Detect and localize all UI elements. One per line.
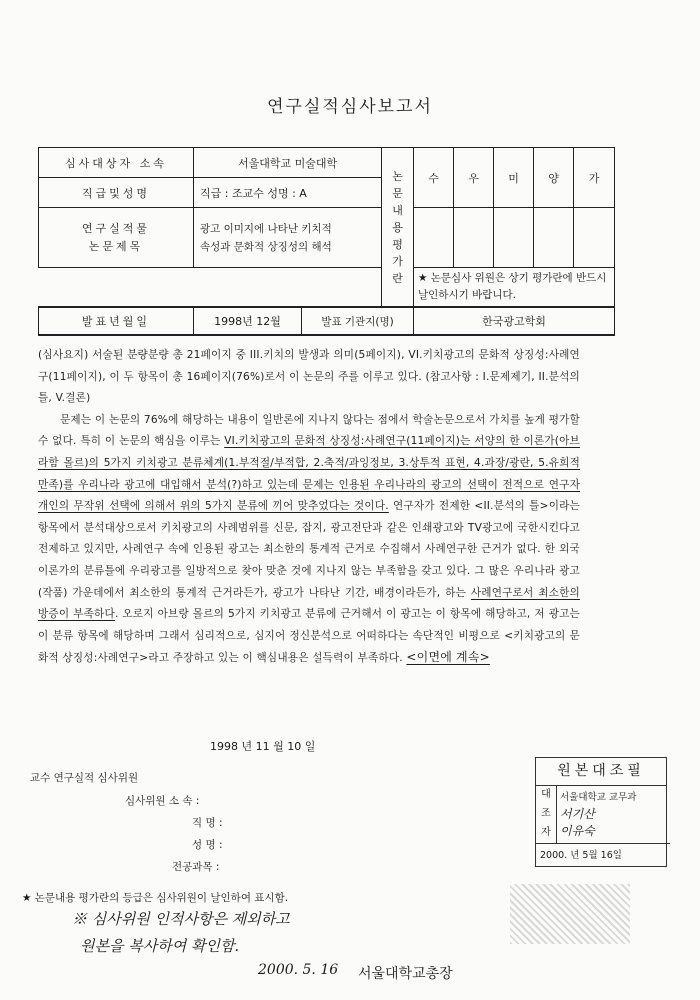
paper-title (194, 208, 382, 268)
stamp-side-1: 대 (541, 789, 551, 800)
review-text-a: 문제는 이 논문의 76%에 해당하는 내용이 일반론에 지나지 않다는 점에서 학술논문으로서 가치를 높게 평가할수 없다. 특히 이 논문의 핵심을 이루는 (38, 413, 580, 448)
stamp-org: 서울대학교 교무과 (560, 792, 637, 803)
date-label: 발표년월일 (39, 307, 194, 335)
grade-box-ga (574, 208, 615, 268)
info-table (38, 147, 615, 336)
review-date: 1998 년 11 월 10 일 (210, 740, 316, 753)
affiliation-value: 서울대학교 미술대학 (194, 148, 382, 178)
handwritten-date: 2000. 5. 16 (258, 962, 339, 978)
page-title: 연구실적심사보고서 (267, 97, 433, 117)
rank-value: 직급 : 조교수 성명 : A (194, 178, 382, 208)
affiliation-label: 심사대상자 소속 (39, 148, 194, 178)
review-text-underlined: VI.키치광고의 문화적 상징성:사례연구(11페이지)는 서양의 한 이론가(아브라함 몰르)의 5가지 키치광고 분류체계(1.부적절/부적합, 2.축적/과잉정보, 3.상투적 표현, 4.과장/광란, 5.유희적 만족)를 우리나라 광고에 대입해서 분석(?)하고 있는데 문제는 인용된 우리나라의 광고의 선택이 전적으로 연구자 개인의 무작위 선택에 의해서 위의 5가지 분류에 끼어 맞추었다는 것이다. (38, 435, 580, 513)
grade-box-su (414, 208, 454, 268)
reviewer-affiliation: 심사위원 소 속 : (125, 795, 200, 807)
stamp-side-3: 자 (541, 827, 551, 838)
stamp-side-2: 조 (541, 808, 551, 819)
review-text-b: 연구자가 전제한 <II.분석의 틀>이라는 항목에서 분석대상으로서 키치광고의 사례범위를 신문, 잡지, 광고전단과 같은 인쇄광고와 TV광고에 국한시킨다고 전제하고 있지만, 사례연구 속에 인용된 광고는 최소한의 통계적 근거로 수집해서 사례연구한 근거가 없다. 한 외국 이론가의 분류틀에 우리광고를 일방적으로 찾아 맞춘 것에 지나지 않는 부족함을 갖고 있다. 그 많은 우리나라 광고(작품) 가운데에서 최소한의 통계적 근거라든가, 광고가 나타난 기간, 배경이라든가, 하는 (38, 500, 580, 599)
stamp-header: 원본대조필 (536, 758, 666, 786)
stamp-rows (560, 789, 636, 840)
handwritten-note-2: 원본을 복사하여 확인함. (80, 937, 240, 955)
venue-label: 발표 기관지(명) (302, 307, 414, 335)
continued-note: <이면에 계속> (406, 650, 490, 665)
paper-label-1: 연구실적물 (81, 221, 151, 235)
eval-note: ★ 논문심사 위원은 상기 평가란에 반드시 날인하시기 바랍니다. (414, 268, 615, 308)
handwritten-note-1: ※ 심사위원 인적사항은 제외하고 (72, 910, 290, 928)
venue-value: 한국광고학회 (414, 307, 615, 335)
eval-vertical-label (382, 148, 414, 308)
review-text-underlined-2: 사례연구로서 최소한의 방증이 부족하다 (38, 586, 580, 621)
stamp-side (536, 785, 557, 843)
reviewer-major: 전공과목 : (172, 861, 220, 873)
date-value: 1998년 12월 (194, 307, 302, 335)
footnote: ★ 논문내용 평가란의 등급은 심사위원이 날인하여 표시함. (22, 892, 289, 904)
grade-box-u (454, 208, 494, 268)
paper-title-1: 광고 이미지에 나타난 키치적 (200, 222, 332, 235)
paper-title-2: 속성과 문화적 상징성의 해석 (200, 240, 332, 253)
grade-box-yang (534, 208, 574, 268)
grade-su: 수 (414, 148, 454, 208)
grade-ga: 가 (574, 148, 615, 208)
reviewer-position: 직 명 : (192, 817, 223, 829)
grade-mi: 미 (494, 148, 534, 208)
president-signature: 서울대학교총장 (358, 966, 453, 982)
reviewer-name: 성 명 : (192, 839, 223, 851)
paper-label (39, 208, 194, 268)
stamp-date: 2000. 년 5월 16일 (536, 843, 670, 867)
review-body (38, 345, 580, 670)
stamp-name-1: 서기산 (560, 807, 595, 821)
stamp-name-2: 이유숙 (560, 824, 595, 838)
eval-vertical-text: 논문내용평가란 (392, 169, 403, 285)
review-summary: (심사요지) 서술된 분량분량 총 21페이지 중 III.키치의 발생과 의미(5페이지), VI.키치광고의 문화적 상징성:사례연구(11페이지), 이 두 항목이 총 16페이지(76%)로서 이 논문의 주를 이루고 있다. (참고사항 : I.문제제기, II.분석의 틀, V.결론) (38, 349, 580, 405)
grade-yang: 양 (534, 148, 574, 208)
certified-copy-stamp (535, 757, 667, 867)
rank-label: 직급및성명 (39, 178, 194, 208)
grade-u: 우 (454, 148, 494, 208)
review-paragraph (38, 410, 580, 670)
grade-box-mi (494, 208, 534, 268)
official-seal-mark (510, 884, 630, 944)
paper-label-2: 논문제목 (88, 239, 144, 253)
reviewer-heading: 교수 연구실적 심사위원 (30, 772, 139, 784)
review-text-c: . 오로지 아브랑 몰르의 5가지 키치광고 분류에 근거해서 이 광고는 이 항목에 해당하고, 저 광고는 이 분류 항목에 해당하며 그래서 심리적으로, 심지어 정신분석으로 어떠하다는 속단적인 비평으로 <키치광고의 문화적 상징성:사례연구>라고 주장하고 있는 이 핵심내용은 설득력이 부족하다. (38, 608, 580, 665)
